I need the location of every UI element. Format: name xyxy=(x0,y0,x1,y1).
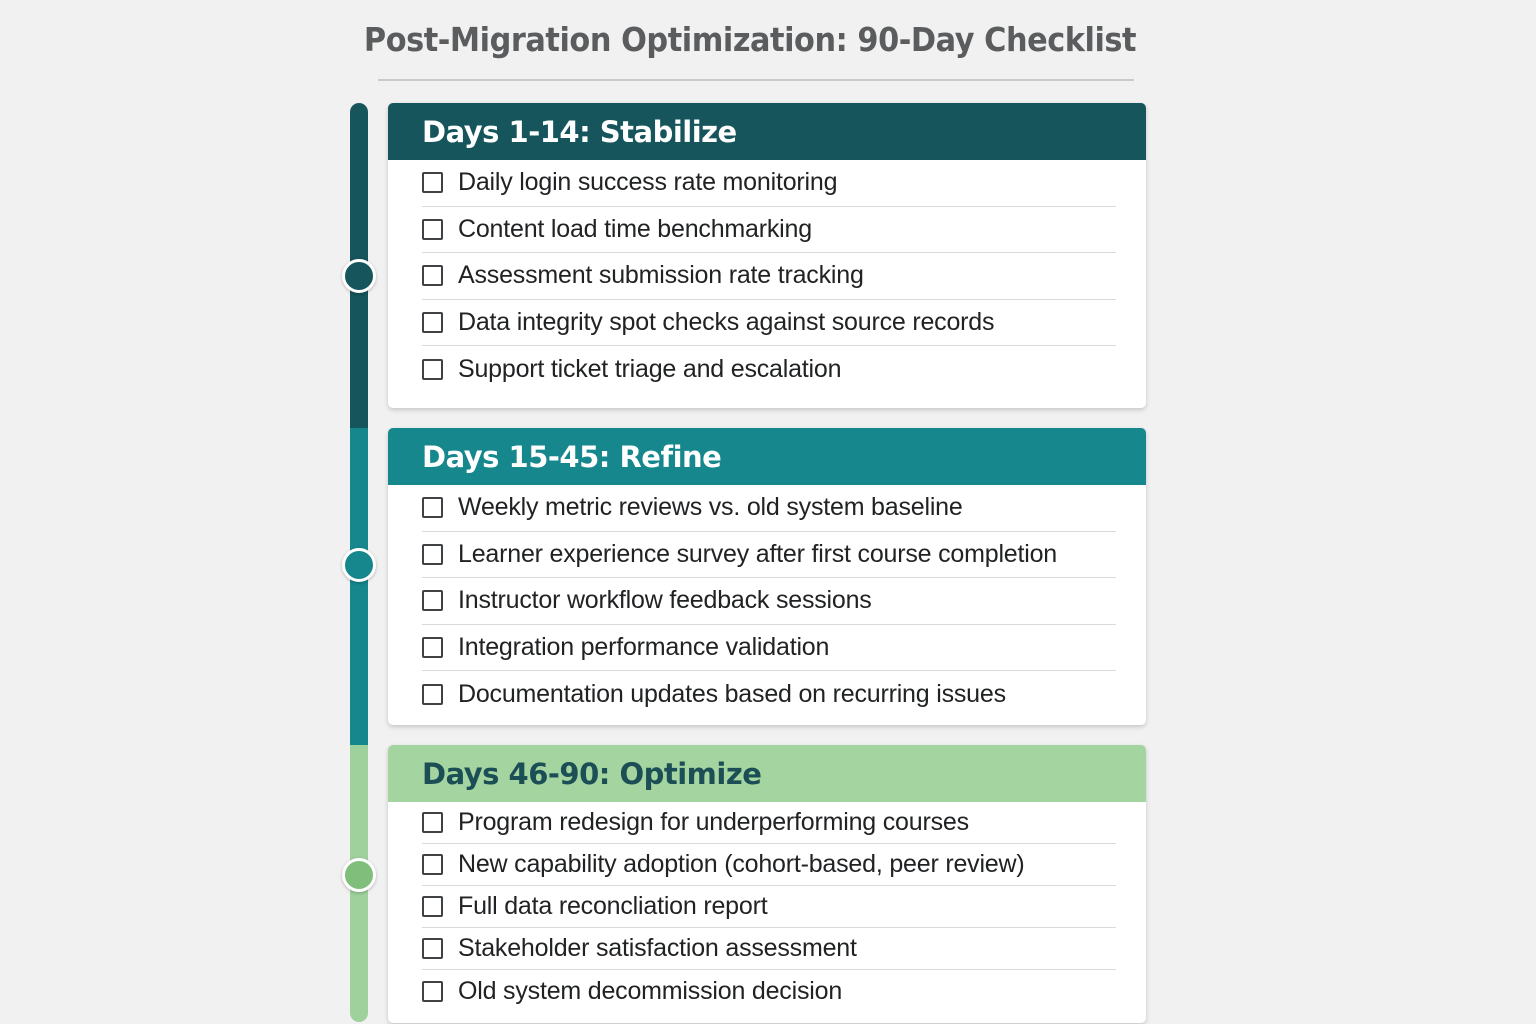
checkbox[interactable] xyxy=(422,497,443,518)
checklist-item-label: Assessment submission rate tracking xyxy=(458,261,864,290)
checkbox[interactable] xyxy=(422,265,443,286)
checkbox[interactable] xyxy=(422,854,443,875)
phase-heading: Days 1-14: Stabilize xyxy=(388,103,1146,160)
checklist-item[interactable] xyxy=(422,346,1116,393)
checklist-item[interactable] xyxy=(422,970,1116,1012)
checkbox[interactable] xyxy=(422,544,443,565)
checklist-item-label: Support ticket triage and escalation xyxy=(458,354,842,383)
checklist-item[interactable] xyxy=(422,253,1116,300)
checklist-item-label: Daily login success rate monitoring xyxy=(458,168,838,197)
checkbox[interactable] xyxy=(422,637,443,658)
checklist-item[interactable] xyxy=(422,578,1116,625)
checklist-item-label: Learner experience survey after first course completion xyxy=(458,539,1058,568)
checklist-item[interactable] xyxy=(422,485,1116,532)
timeline-node-stabilize xyxy=(342,259,376,293)
checklist xyxy=(388,485,1146,718)
checklist xyxy=(388,802,1146,1012)
checklist-item[interactable] xyxy=(422,625,1116,672)
checklist-item-label: Weekly metric reviews vs. old system baseline xyxy=(458,493,963,522)
checkbox[interactable] xyxy=(422,684,443,705)
phase-heading: Days 46-90: Optimize xyxy=(388,745,1146,802)
checkbox[interactable] xyxy=(422,219,443,240)
checklist-item-label: Integration performance validation xyxy=(458,632,830,661)
checkbox[interactable] xyxy=(422,312,443,333)
checkbox[interactable] xyxy=(422,981,443,1002)
checklist-item[interactable] xyxy=(422,207,1116,254)
page-title: Post-Migration Optimization: 90-Day Checklist xyxy=(363,20,1137,59)
checklist-item-label: Program redesign for underperforming courses xyxy=(458,808,969,836)
checklist-item[interactable] xyxy=(422,928,1116,970)
checklist-item[interactable] xyxy=(422,844,1116,886)
timeline-node-refine xyxy=(342,548,376,582)
checkbox[interactable] xyxy=(422,938,443,959)
checklist-item-label: Instructor workflow feedback sessions xyxy=(458,586,872,615)
checklist-item[interactable] xyxy=(422,300,1116,347)
checkbox[interactable] xyxy=(422,359,443,380)
checklist-item[interactable] xyxy=(422,802,1116,844)
checkbox[interactable] xyxy=(422,590,443,611)
checklist-item-label: Full data reconcliation report xyxy=(458,892,768,920)
title-divider xyxy=(378,79,1134,81)
phase-heading: Days 15-45: Refine xyxy=(388,428,1146,485)
checklist-item-label: Data integrity spot checks against source records xyxy=(458,307,995,336)
phase-card-optimize xyxy=(388,745,1146,1023)
timeline-node-optimize xyxy=(342,858,376,892)
phase-card-stabilize xyxy=(388,103,1146,408)
checklist-item[interactable] xyxy=(422,160,1116,207)
checklist xyxy=(388,160,1146,393)
timeline-segment-refine xyxy=(350,428,368,745)
checklist-item[interactable] xyxy=(422,671,1116,718)
checklist-item-label: Old system decommission decision xyxy=(458,976,843,1005)
phase-card-refine xyxy=(388,428,1146,725)
checklist-item-label: Content load time benchmarking xyxy=(458,214,812,243)
checklist-item-label: Documentation updates based on recurring issues xyxy=(458,679,1006,708)
checklist-item-label: New capability adoption (cohort-based, peer review) xyxy=(458,850,1025,878)
checklist-item[interactable] xyxy=(422,532,1116,579)
checkbox[interactable] xyxy=(422,812,443,833)
checklist-item-label: Stakeholder satisfaction assessment xyxy=(458,934,857,962)
checkbox[interactable] xyxy=(422,172,443,193)
checklist-item[interactable] xyxy=(422,886,1116,928)
checkbox[interactable] xyxy=(422,896,443,917)
